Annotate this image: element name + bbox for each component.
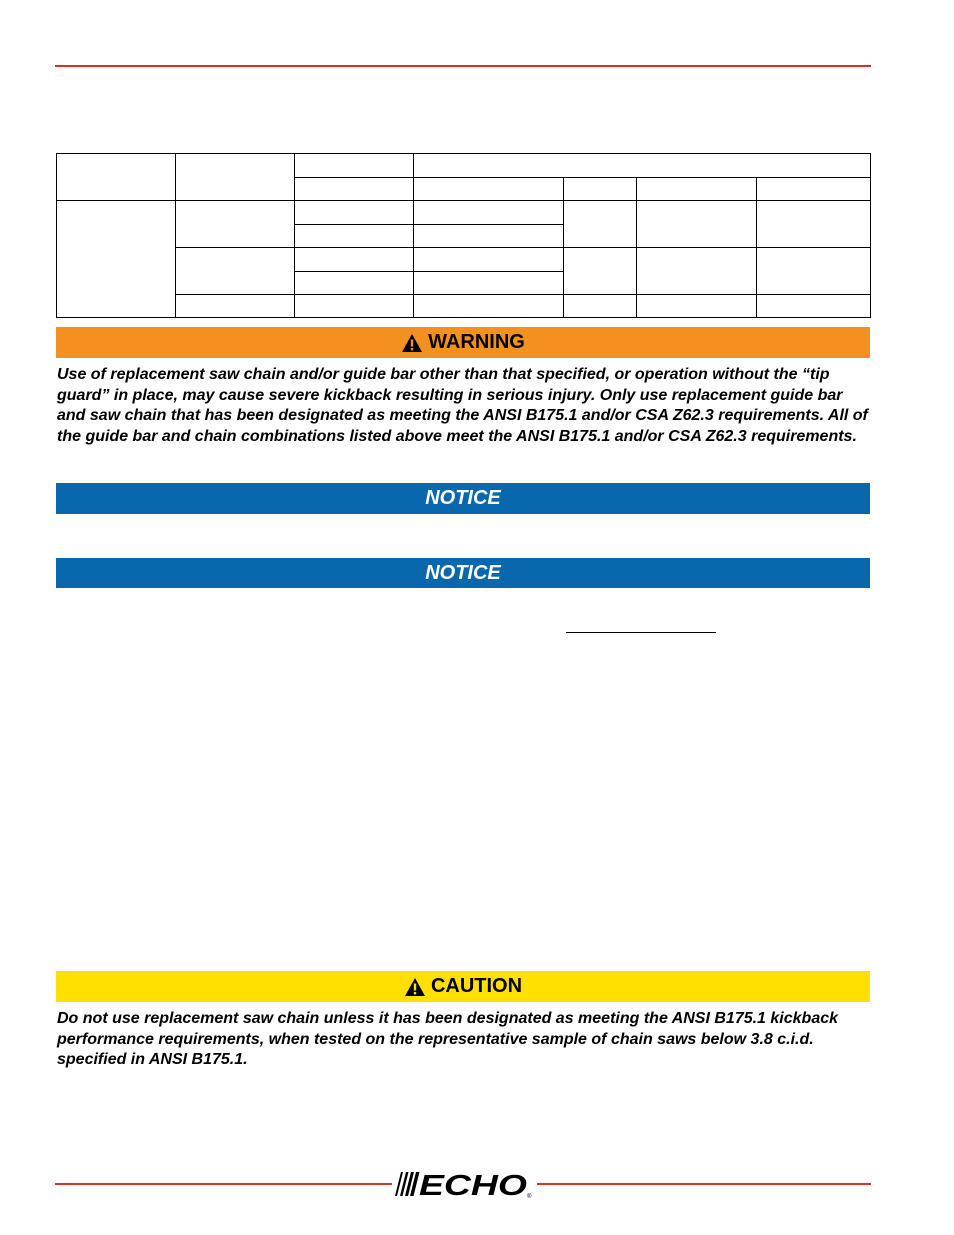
notice-label: NOTICE [425, 561, 501, 584]
header-rule [55, 65, 871, 67]
table-row [57, 201, 871, 225]
table-cell [637, 295, 757, 318]
table-cell [564, 201, 637, 248]
table-cell [757, 178, 871, 201]
warning-banner [56, 327, 870, 358]
hazard-triangle-icon [404, 977, 426, 997]
underline-rule [566, 632, 716, 633]
table-row [57, 248, 871, 272]
table-cell [295, 272, 414, 295]
table-cell [176, 154, 295, 201]
warning-label: WARNING [428, 331, 525, 353]
table-cell [637, 248, 757, 295]
table-cell [295, 248, 414, 272]
registered-mark: ® [527, 1194, 532, 1200]
table-cell [176, 295, 295, 318]
table-row [57, 154, 871, 178]
notice-banner [56, 558, 870, 588]
table-cell [757, 201, 871, 248]
table-cell [295, 225, 414, 248]
caution-text: Do not use replacement saw chain unless it has been designated as meeting the ANSI B175.1 kickback performance requirements, when tested on the representative sample of chain saws below 3.8 c.i.d. specified in ANSI B175.1. [57, 1010, 839, 1068]
warning-text: Use of replacement saw chain and/or guide bar other than that specified, or operation without the “tip guard” in place, may cause severe kickback resulting in serious injury. Only use replacement guide bar and saw chain that has been designated as meeting the ANSI B175.1 and/or CSA Z62.3 requirements. All of the guide bar and chain combinations listed above meet the ANSI B175.1 and/or CSA Z62.3 requirements. [57, 366, 868, 445]
table-cell [637, 178, 757, 201]
table-cell [414, 295, 564, 318]
table-cell [414, 201, 564, 225]
table-cell [176, 201, 295, 248]
notice-label: NOTICE [425, 487, 501, 509]
table-cell [295, 201, 414, 225]
echo-logo [393, 1168, 538, 1200]
table-cell [757, 248, 871, 295]
bar-chain-table [56, 153, 871, 318]
table-cell [637, 201, 757, 248]
table-cell [564, 178, 637, 201]
table-cell [564, 295, 637, 318]
notice-banner [56, 483, 870, 514]
table-cell [414, 225, 564, 248]
table-cell [414, 248, 564, 272]
table-cell [564, 248, 637, 295]
table-cell [414, 178, 564, 201]
caution-banner [56, 971, 870, 1002]
table-cell [176, 248, 295, 295]
table-row [57, 295, 871, 318]
footer-rule-left [55, 1183, 392, 1185]
hazard-triangle-icon [401, 333, 423, 353]
table-cell [757, 295, 871, 318]
table-cell [295, 178, 414, 201]
table-cell [414, 272, 564, 295]
table-cell [295, 154, 414, 178]
logo-text: ECHO [419, 1170, 528, 1200]
table-cell [295, 295, 414, 318]
table-cell [57, 154, 176, 201]
footer-rule-right [537, 1183, 871, 1185]
caution-label: CAUTION [430, 975, 523, 997]
table-cell [57, 201, 176, 318]
table-cell [414, 154, 871, 178]
